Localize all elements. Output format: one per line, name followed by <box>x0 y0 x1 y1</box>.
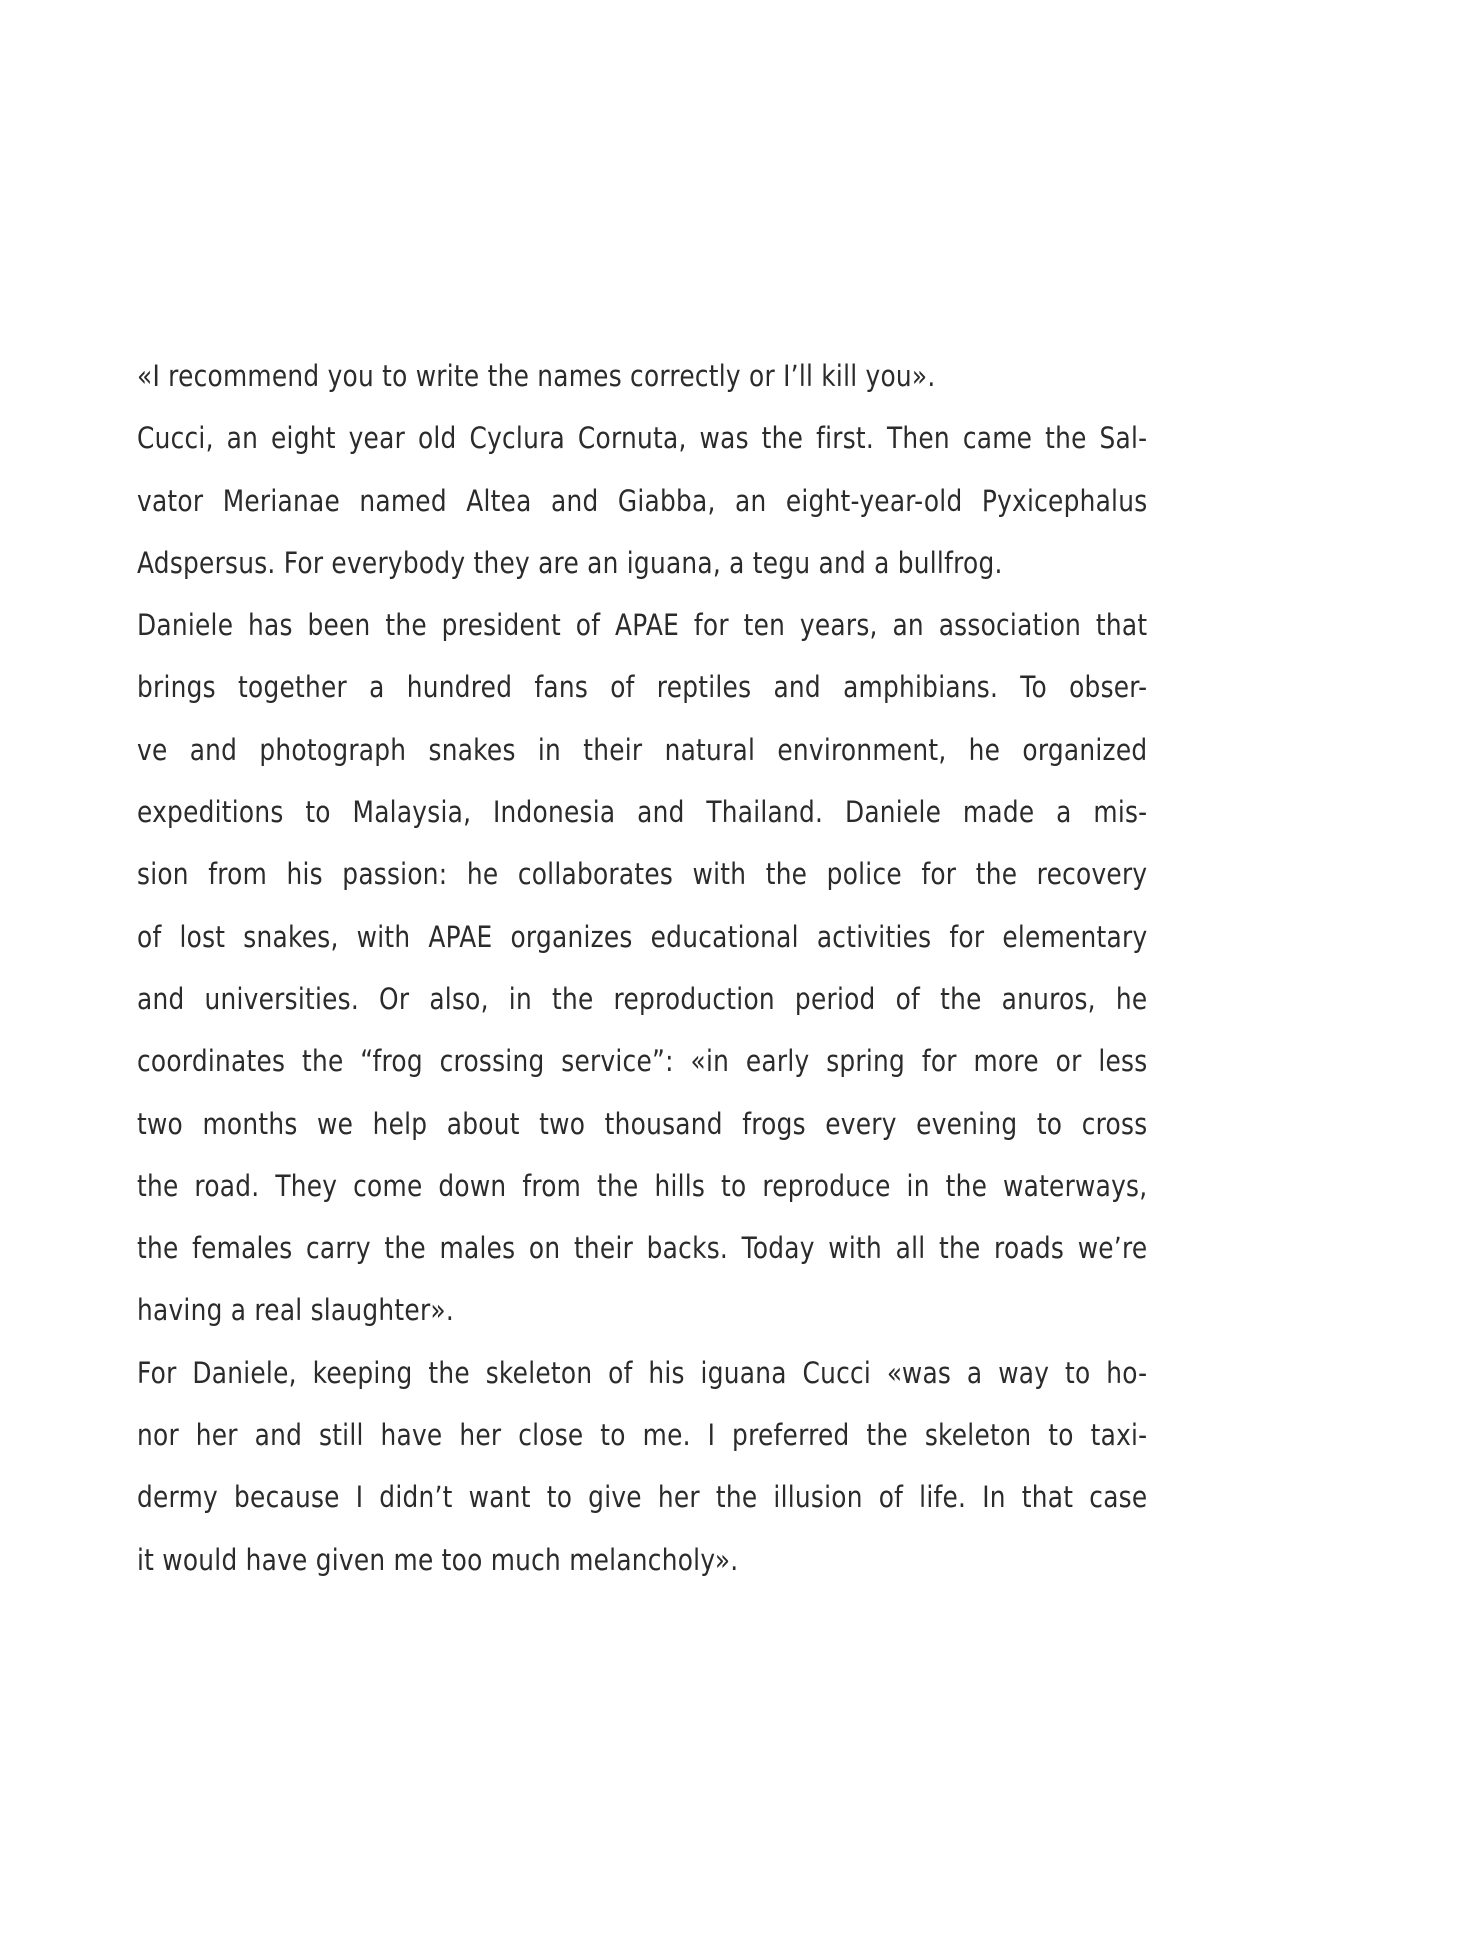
text-line: and universities. Or also, in the reproduction period of the anuros, he <box>137 981 1148 1016</box>
text-line: coordinates the “frog crossing service”: «in early spring for more or less <box>137 1044 1148 1079</box>
text-line: Daniele has been the president of APAE for ten years, an association that <box>137 608 1148 643</box>
text-line: having a real slaughter». <box>137 1293 455 1328</box>
text-line: dermy because I didn’t want to give her the illusion of life. In that case <box>137 1480 1148 1515</box>
text-line: sion from his passion: he collaborates with the police for the recovery <box>137 857 1148 892</box>
text-line: brings together a hundred fans of reptiles and amphibians. To obser- <box>137 670 1148 705</box>
text-line: vator Merianae named Altea and Giabba, an eight-year-old Pyxicephalus <box>137 483 1148 518</box>
text-line: two months we help about two thousand frogs every evening to cross <box>137 1106 1148 1141</box>
text-line: For Daniele, keeping the skeleton of his iguana Cucci «was a way to ho- <box>137 1355 1148 1390</box>
text-line: nor her and still have her close to me. I preferred the skeleton to taxi- <box>137 1418 1148 1453</box>
text-line: Adspersus. For everybody they are an iguana, a tegu and a bullfrog. <box>137 545 1003 580</box>
text-line: the road. They come down from the hills to reproduce in the waterways, <box>137 1168 1148 1203</box>
text-line: it would have given me too much melancholy». <box>137 1542 739 1577</box>
text-line: expeditions to Malaysia, Indonesia and Thailand. Daniele made a mis- <box>137 795 1148 830</box>
article-text <box>137 345 1147 1591</box>
text-line: the females carry the males on their backs. Today with all the roads we’re <box>137 1231 1148 1266</box>
text-line: Cucci, an eight year old Cyclura Cornuta, was the first. Then came the Sal- <box>137 421 1148 456</box>
text-line: of lost snakes, with APAE organizes educational activities for elementary <box>137 919 1148 954</box>
text-line: ve and photograph snakes in their natural environment, he organized <box>137 732 1148 767</box>
text-line: «I recommend you to write the names correctly or I’ll kill you». <box>137 359 936 393</box>
